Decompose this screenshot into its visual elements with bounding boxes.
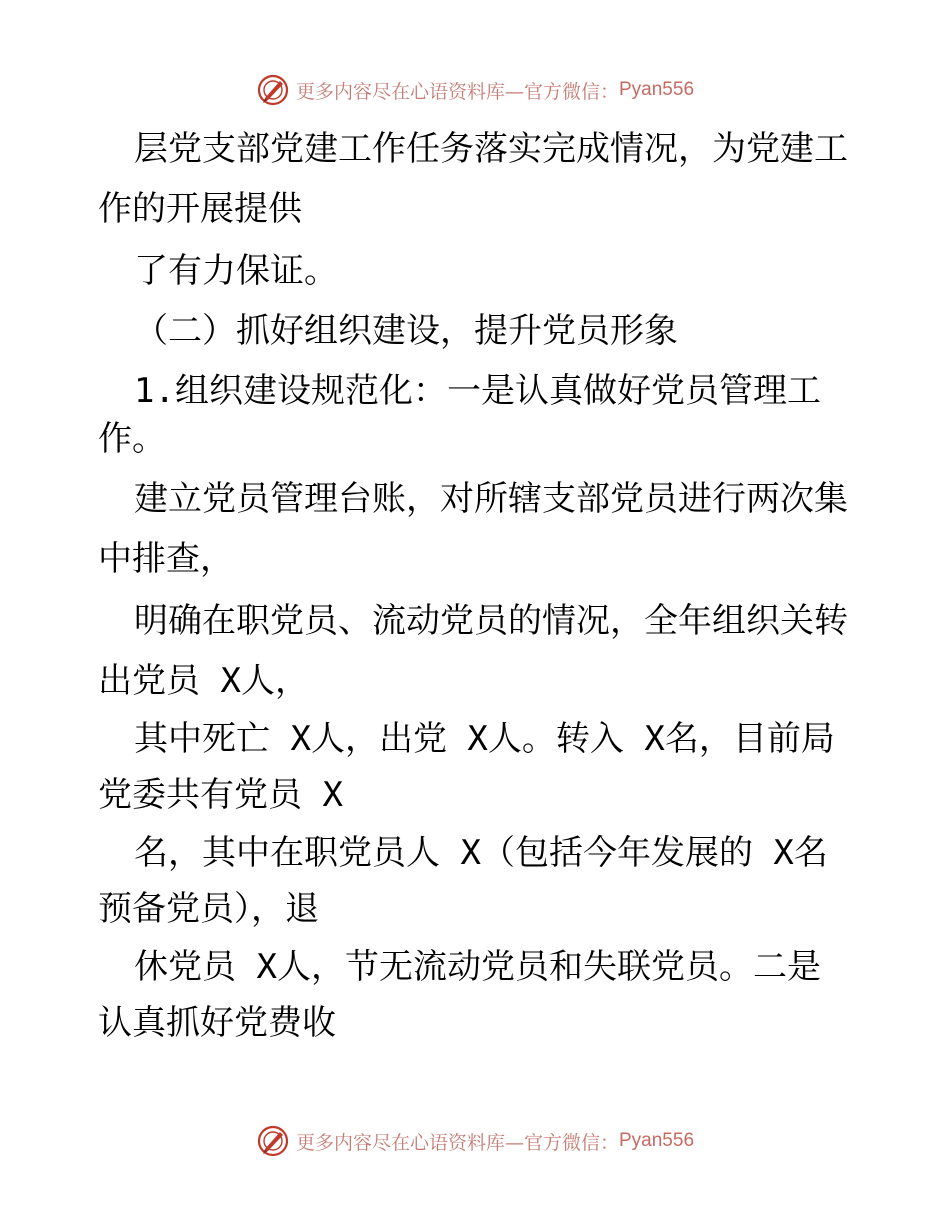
paragraph-line: 中排查， [98,539,234,579]
watermark-brand: Pyan556 [619,1130,695,1151]
paragraph-line: 认真抓好党费收 [98,1003,336,1043]
section-heading: （二）抓好组织建设，提升党员形象 [134,311,678,351]
header-watermark [0,70,950,110]
paragraph-line: 作的开展提供 [98,189,302,229]
paragraph-line: 层党支部党建工作任务落实完成情况，为党建工 [134,129,848,169]
paragraph-line: 建立党员管理台账，对所辖支部党员进行两次集 [134,479,848,519]
watermark-text: 更多内容尽在心语资料库—官方微信： [295,80,619,103]
footer-watermark [0,1121,950,1161]
paragraph-line: 作。 [98,419,166,459]
watermark-brand: Pyan556 [619,79,695,100]
watermark-text: 更多内容尽在心语资料库—官方微信： [295,1131,619,1154]
quill-seal-icon [256,73,290,107]
paragraph-line: 1.组织建设规范化：一是认真做好党员管理工 [134,371,821,411]
paragraph-line: 休党员 X人，节无流动党员和失联党员。二是 [134,947,821,987]
paragraph-line: 出党员 X人， [98,661,309,701]
paragraph-line: 了有力保证。 [134,251,338,291]
paragraph-line: 预备党员），退 [98,889,319,929]
quill-seal-icon [256,1124,290,1158]
paragraph-line: 名，其中在职党员人 X（包括今年发展的 X名 [134,833,828,873]
paragraph-line: 明确在职党员、流动党员的情况，全年组织关转 [134,601,848,641]
paragraph-line: 其中死亡 X人，出党 X人。转入 X名，目前局 [134,719,835,759]
paragraph-line: 党委共有党员 X [98,775,343,815]
